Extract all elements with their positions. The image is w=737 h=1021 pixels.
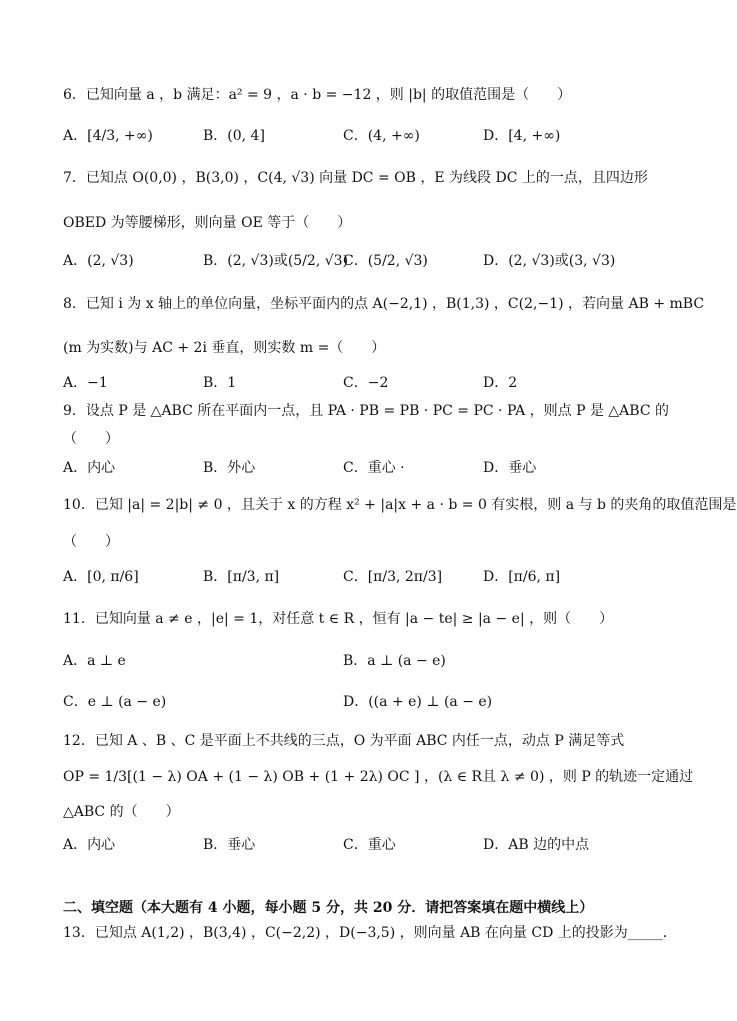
q12-stem-line3: △ABC 的（ ） [63,804,180,820]
q10-option-d: D．[π/6, π] [483,569,561,585]
q6-option-b: B．(0, 4] [203,128,265,144]
q8-option-d: D．2 [483,375,518,391]
q11-option-c: C．e ⊥ (a − e) [63,694,167,710]
q8-stem-line2: (m 为实数)与 AC + 2i 垂直，则实数 m =（ ） [63,340,386,356]
q9-option-d: D．垂心 [483,460,537,476]
q7-option-b: B．(2, √3)或(5/2, √3) [203,253,349,269]
q6-option-d: D．[4, +∞) [483,128,561,144]
q10-option-b: B．[π/3, π] [203,569,280,585]
q7-option-a: A．(2, √3) [63,253,134,269]
q12-option-d: D．AB 边的中点 [483,837,590,853]
q9-stem-line2: （ ） [63,431,119,447]
q10-stem-line1: 10．已知 |a| = 2|b| ≠ 0 ，且关于 x 的方程 x² + |a|x + a · b = 0 有实根，则 a 与 b 的夹角的取值范围是 [63,497,737,513]
q12-option-a: A．内心 [63,837,116,853]
q11-option-a: A．a ⊥ e [63,653,126,669]
q13-stem: 13．已知点 A(1,2) ，B(3,4) ，C(−2,2) ，D(−3,5) ，则向量 AB 在向量 CD 上的投影为_____． [63,925,677,941]
q9-stem-line1: 9．设点 P 是 △ABC 所在平面内一点，且 PA · PB = PB · PC = PC · PA ，则点 P 是 △ABC 的 [63,403,670,419]
q6-option-c: C．(4, +∞) [343,128,420,144]
q9-option-a: A．内心 [63,460,116,476]
q9-option-c: C．重心 · [343,460,405,476]
q7-stem-line2: OBED 为等腰梯形，则向量 OE 等于（ ） [63,215,352,231]
q8-stem-line1: 8．已知 i 为 x 轴上的单位向量，坐标平面内的点 A(−2,1) ，B(1,3) ，C(2,−1) ，若向量 AB + mBC [63,296,705,312]
q8-option-b: B．1 [203,375,237,391]
q8-option-c: C．−2 [343,375,389,391]
q12-stem-line2: OP = 1/3[(1 − λ) OA + (1 − λ) OB + (1 + 2λ) OC ] ，(λ ∈ R且 λ ≠ 0) ，则 P 的轨迹一定通过 [63,769,694,785]
q12-option-b: B．垂心 [203,837,256,853]
q10-option-c: C．[π/3, 2π/3] [343,569,443,585]
q11-stem: 11．已知向量 a ≠ e ，|e| = 1，对任意 t ∈ R ，恒有 |a − te| ≥ |a − e| ，则（ ） [63,611,614,627]
q9-option-b: B．外心 [203,460,256,476]
q11-option-b: B．a ⊥ (a − e) [343,653,446,669]
q10-stem-line2: （ ） [63,534,119,550]
q10-option-a: A．[0, π/6] [63,569,139,585]
q7-stem-line1: 7．已知点 O(0,0) ，B(3,0) ，C(4, √3) 向量 DC = OB ，E 为线段 DC 上的一点，且四边形 [63,170,648,186]
section-title-fill-in: 二、填空题（本大题有 4 小题，每小题 5 分，共 20 分．请把答案填在题中横线上） [63,900,594,916]
q7-option-d: D．(2, √3)或(3, √3) [483,253,616,269]
q7-option-c: C．(5/2, √3) [343,253,428,269]
q6-stem: 6．已知向量 a ，b 满足：a² = 9 ，a · b = −12 ，则 |b| 的取值范围是（ ） [63,87,572,103]
q12-stem-line1: 12．已知 A 、B 、C 是平面上不共线的三点，O 为平面 ABC 内任一点，动点 P 满足等式 [63,733,625,749]
q11-option-d: D．((a + e) ⊥ (a − e) [343,694,493,710]
q8-option-a: A．−1 [63,375,108,391]
q6-option-a: A．[4/3, +∞) [63,128,153,144]
q12-option-c: C．重心 [343,837,396,853]
